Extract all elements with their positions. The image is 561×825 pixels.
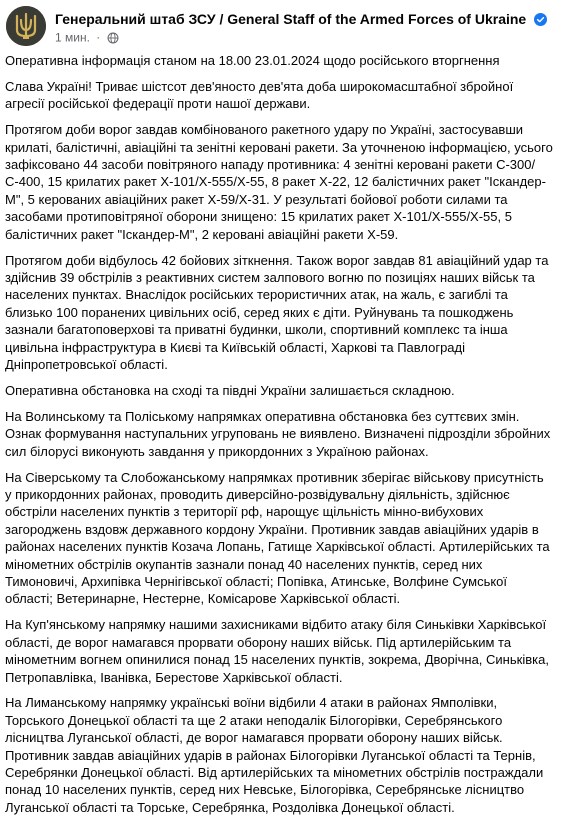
meta-separator: · bbox=[96, 30, 101, 45]
globe-icon bbox=[107, 32, 119, 44]
post-meta bbox=[55, 30, 119, 45]
post-paragraph: На Волинському та Поліському напрямках оперативна обстановка без суттєвих змін. Ознак формування наступальних угруповань не виявлено. Визначені підрозділи збройних сил білорусі виконують завдання у прикордонних з Україною районах. bbox=[5, 408, 551, 459]
post-paragraph: Оперативна обстановка на сході та півдні України залишається складною. bbox=[5, 382, 455, 398]
page-name[interactable] bbox=[55, 10, 547, 28]
post-paragraph: Слава Україні! Триває шістсот дев'яносто дев'ята доба широкомасштабної збройної агресії російської федерації проти нашої держави. bbox=[5, 78, 514, 112]
post-paragraph: На Куп'янському напрямку нашими захисниками відбито атаку біля Синьківки Харківської області, де ворог намагався прорвати оборону наших військ. Під артилерійським та мінометним вогнем опинилися понад 15 населених пунктів, зокрема, Дворічна, Синьківка, Петропавлівка, Іванівка, Берестове Харківської області. bbox=[5, 617, 549, 685]
page-name-text[interactable]: Генеральний штаб ЗСУ / General Staff of the Armed Forces of Ukraine bbox=[55, 11, 527, 27]
post-paragraph: Протягом доби ворог завдав комбінованого ракетного удару по Україні, застосувавши крилаті, балістичні, авіаційні та зенітні керовані ракети. За уточненою інформацією, усього зафіксовано 44 засоби повітряного нападу противника: 4 зенітні керовані ракети С-300/С-400, 15 крилатих ракет Х-101/Х-555/Х-55, 8 ракет Х-22, 12 балістичних ракет "Іскандер-М", 5 керованих авіаційних ракет Х-59/Х-31. У результаті бойової роботи силами та засобами протиповітряної оборони знищено: 15 крилатих ракет Х-101/Х-555/Х-55, 5 балістичних ракет "Іскандер-М", 2 керовані авіаційні ракети Х-59. bbox=[5, 122, 553, 242]
post-time[interactable]: 1 мин. bbox=[55, 30, 90, 45]
post-paragraph: Оперативна інформація станом на 18.00 23.01.2024 щодо російського вторгнення bbox=[5, 53, 500, 68]
verified-badge-icon bbox=[534, 13, 547, 26]
post-header bbox=[6, 6, 555, 46]
post-paragraph: На Сіверському та Слобожанському напрямках противник зберігає військову присутність у прикордонних районах, проводить диверсійно-розвідувальну діяльність, здійснює обстріли населених пунктів з території рф, нарощує щільність мінно-вибухових загороджень вздовж державного кордону України. Противник завдав авіаційних ударів в районах населених пунктів Козача Лопань, Гатище Харківської області. Артилерійських та мінометних обстрілів окупантів зазнали понад 40 населених пунктів, серед них Тимоновичі, Архипівка Чернігівської області; Попівка, Атинське, Волфине Сумської області; Ветеринарне, Нестерне, Комісарове Харківської області. bbox=[5, 469, 550, 607]
post-paragraph: На Лиманському напрямку українські воїни відбили 4 атаки в районах Ямполівки, Торського Донецької області та ще 2 атаки неподалік Білогорівки, Серебрянського лісництва Луганської області, де ворог намагався прорвати оборону наших військ. Противник завдав авіаційних ударів в районах Білогорівки Луганської області та Тернів, Серебрянки Донецької області. Від артилерійських та мінометних обстрілів постраждали понад 10 населених пунктів, серед них Невське, Білогорівка, Серебрянське лісництво Луганської області та Торське, Серебрянка, Роздолівка Донецької області. bbox=[5, 695, 544, 815]
post-paragraph: Протягом доби відбулось 42 бойових зіткнення. Також ворог завдав 81 авіаційний удар та здійснив 39 обстрілів з реактивних систем залпового вогню по позиціях наших військ та населених пунктах. Внаслідок російських терористичних атак, на жаль, є загиблі та близько 100 поранених цивільних осіб, серед яких є діти. Руйнувань та пошкоджень зазнали багатоповерхові та приватні будинки, школи, спортивний комплекс та інша цивільна інфраструктура в Києві та Київській області, Харкові та Павлограді Дніпропетровської області. bbox=[5, 252, 549, 372]
avatar[interactable] bbox=[6, 6, 46, 46]
trident-emblem-icon bbox=[6, 6, 46, 46]
post-body bbox=[5, 52, 553, 825]
